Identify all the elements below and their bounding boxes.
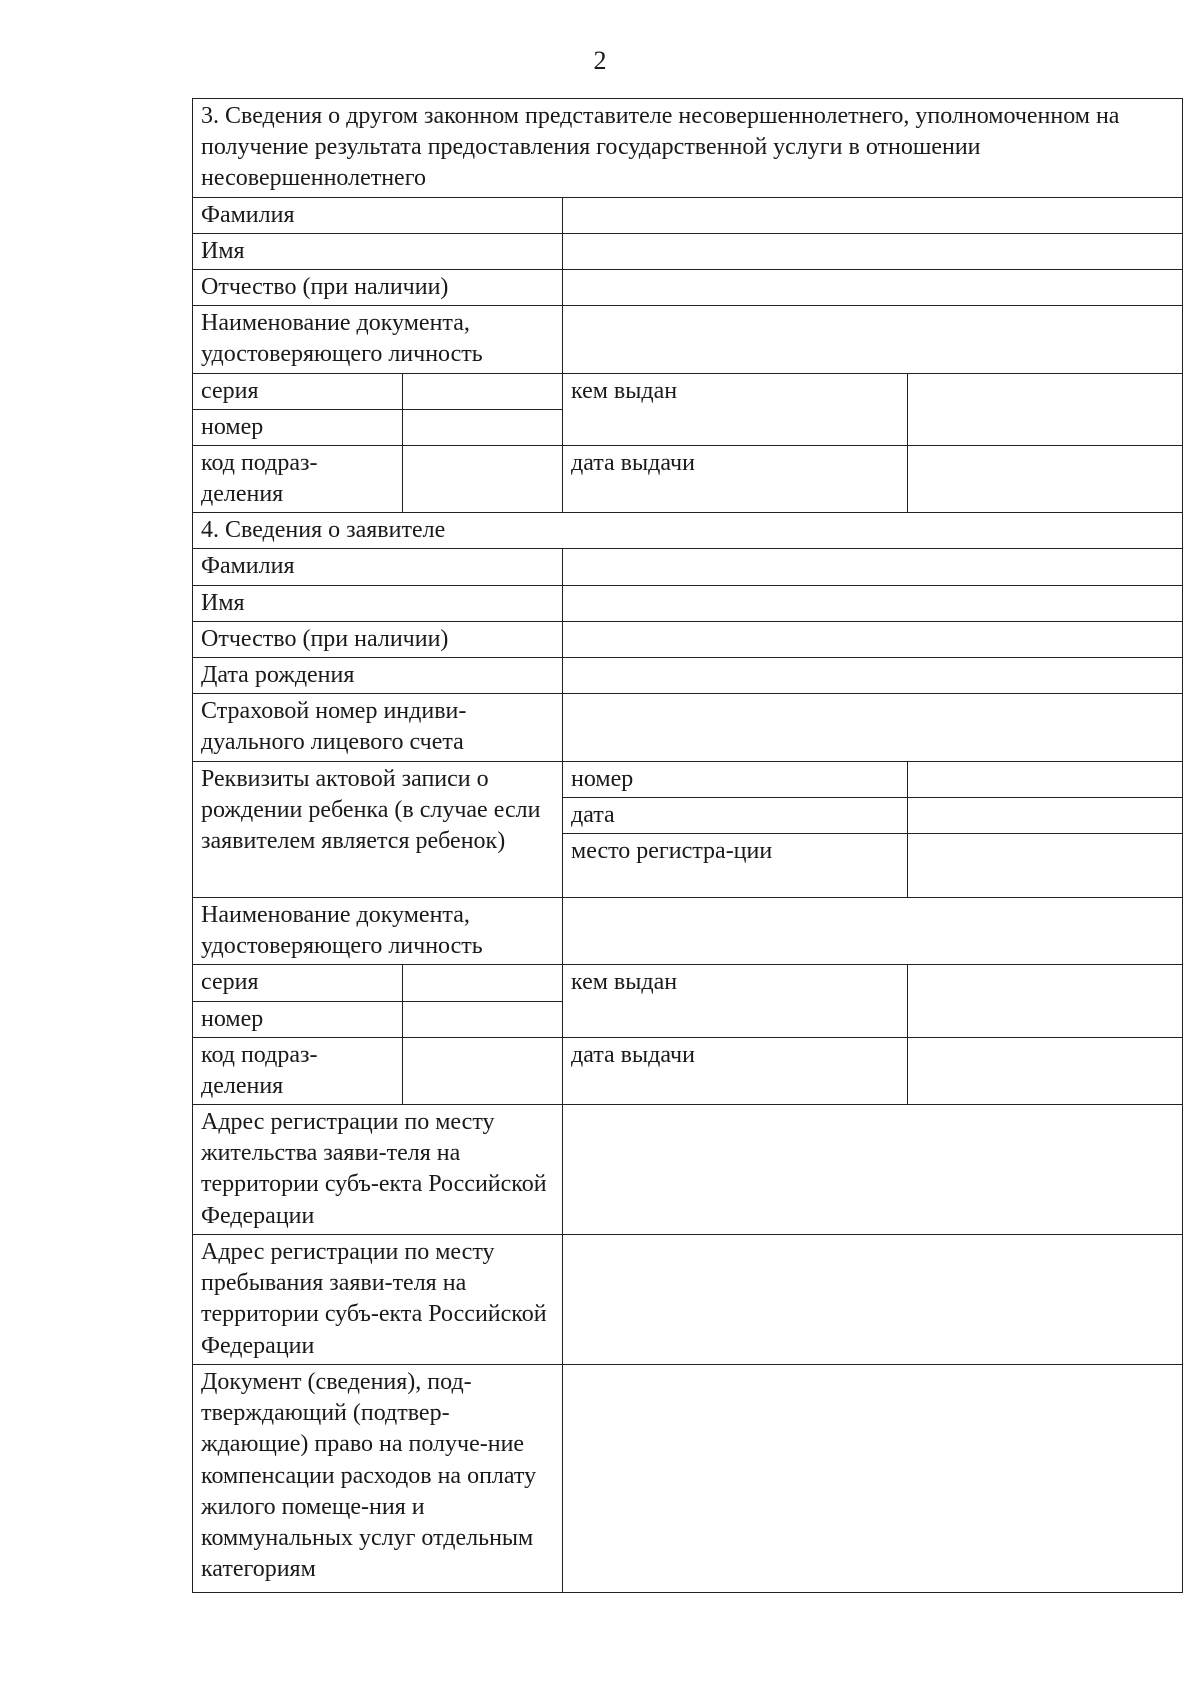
s4-entitlement-doc-label: Документ (сведения), под-тверждающий (подтвер-ждающие) право на получе-ние компенсации расходов на оплату жилого помеще-ния и коммунальных услуг отдельным категориям (193, 1365, 563, 1593)
page-number: 2 (593, 46, 607, 75)
s4-snils-field[interactable] (563, 694, 1183, 761)
s4-birth-date-label: Дата рождения (193, 658, 563, 694)
s4-address-stay-label: Адрес регистрации по месту пребывания заяви-теля на территории субъ-екта Российской Федерации (193, 1235, 563, 1365)
s4-record-place-label: место регистра-ции (563, 833, 908, 897)
s4-number-field[interactable] (403, 1001, 563, 1037)
s3-issue-date-field[interactable] (908, 445, 1183, 512)
s3-dept-code-label: код подраз-деления (193, 445, 403, 512)
s4-record-date-field[interactable] (908, 797, 1183, 833)
s4-record-place-field[interactable] (908, 833, 1183, 897)
s4-series-label: серия (193, 965, 403, 1001)
s3-issued-by-field[interactable] (908, 373, 1183, 445)
s4-address-residence-label: Адрес регистрации по месту жительства заяви-теля на территории субъ-екта Российской Федерации (193, 1105, 563, 1235)
s3-patronymic-label: Отчество (при наличии) (193, 269, 563, 305)
s3-surname-field[interactable] (563, 197, 1183, 233)
s4-address-residence-field[interactable] (563, 1105, 1183, 1235)
s4-surname-label: Фамилия (193, 549, 563, 585)
s4-name-label: Имя (193, 585, 563, 621)
s3-patronymic-field[interactable] (563, 269, 1183, 305)
s3-series-field[interactable] (403, 373, 563, 409)
section-4-title: 4. Сведения о заявителе (193, 513, 1183, 549)
s4-issue-date-field[interactable] (908, 1037, 1183, 1104)
s3-issued-by-label: кем выдан (563, 373, 908, 445)
s3-number-label: номер (193, 409, 403, 445)
application-form-table (192, 98, 1183, 1593)
s4-name-field[interactable] (563, 585, 1183, 621)
s4-id-doc-field[interactable] (563, 897, 1183, 964)
s4-issue-date-label: дата выдачи (563, 1037, 908, 1104)
s4-record-date-label: дата (563, 797, 908, 833)
s3-dept-code-field[interactable] (403, 445, 563, 512)
s3-id-doc-label: Наименование документа, удостоверяющего личность (193, 306, 563, 373)
s4-dept-code-field[interactable] (403, 1037, 563, 1104)
s4-birth-date-field[interactable] (563, 658, 1183, 694)
s3-issue-date-label: дата выдачи (563, 445, 908, 512)
s4-address-stay-field[interactable] (563, 1235, 1183, 1365)
s4-record-number-field[interactable] (908, 761, 1183, 797)
s4-series-field[interactable] (403, 965, 563, 1001)
s4-entitlement-doc-field[interactable] (563, 1365, 1183, 1593)
s4-patronymic-field[interactable] (563, 621, 1183, 657)
s4-issued-by-field[interactable] (908, 965, 1183, 1037)
s4-number-label: номер (193, 1001, 403, 1037)
s3-id-doc-field[interactable] (563, 306, 1183, 373)
section-3-title: 3. Сведения о другом законном представителе несовершеннолетнего, уполномоченном на получение результата предоставления государственной услуги в отношении несовершеннолетнего (193, 99, 1183, 198)
s3-series-label: серия (193, 373, 403, 409)
s4-dept-code-label: код подраз-деления (193, 1037, 403, 1104)
s3-number-field[interactable] (403, 409, 563, 445)
s3-surname-label: Фамилия (193, 197, 563, 233)
s4-patronymic-label: Отчество (при наличии) (193, 621, 563, 657)
s4-birth-record-label: Реквизиты актовой записи о рождении ребенка (в случае если заявителем является ребенок) (193, 761, 563, 897)
s3-name-field[interactable] (563, 233, 1183, 269)
s4-snils-label: Страховой номер индиви-дуального лицевого счета (193, 694, 563, 761)
s4-id-doc-label: Наименование документа, удостоверяющего личность (193, 897, 563, 964)
s4-surname-field[interactable] (563, 549, 1183, 585)
s4-issued-by-label: кем выдан (563, 965, 908, 1037)
s3-name-label: Имя (193, 233, 563, 269)
s4-record-number-label: номер (563, 761, 908, 797)
